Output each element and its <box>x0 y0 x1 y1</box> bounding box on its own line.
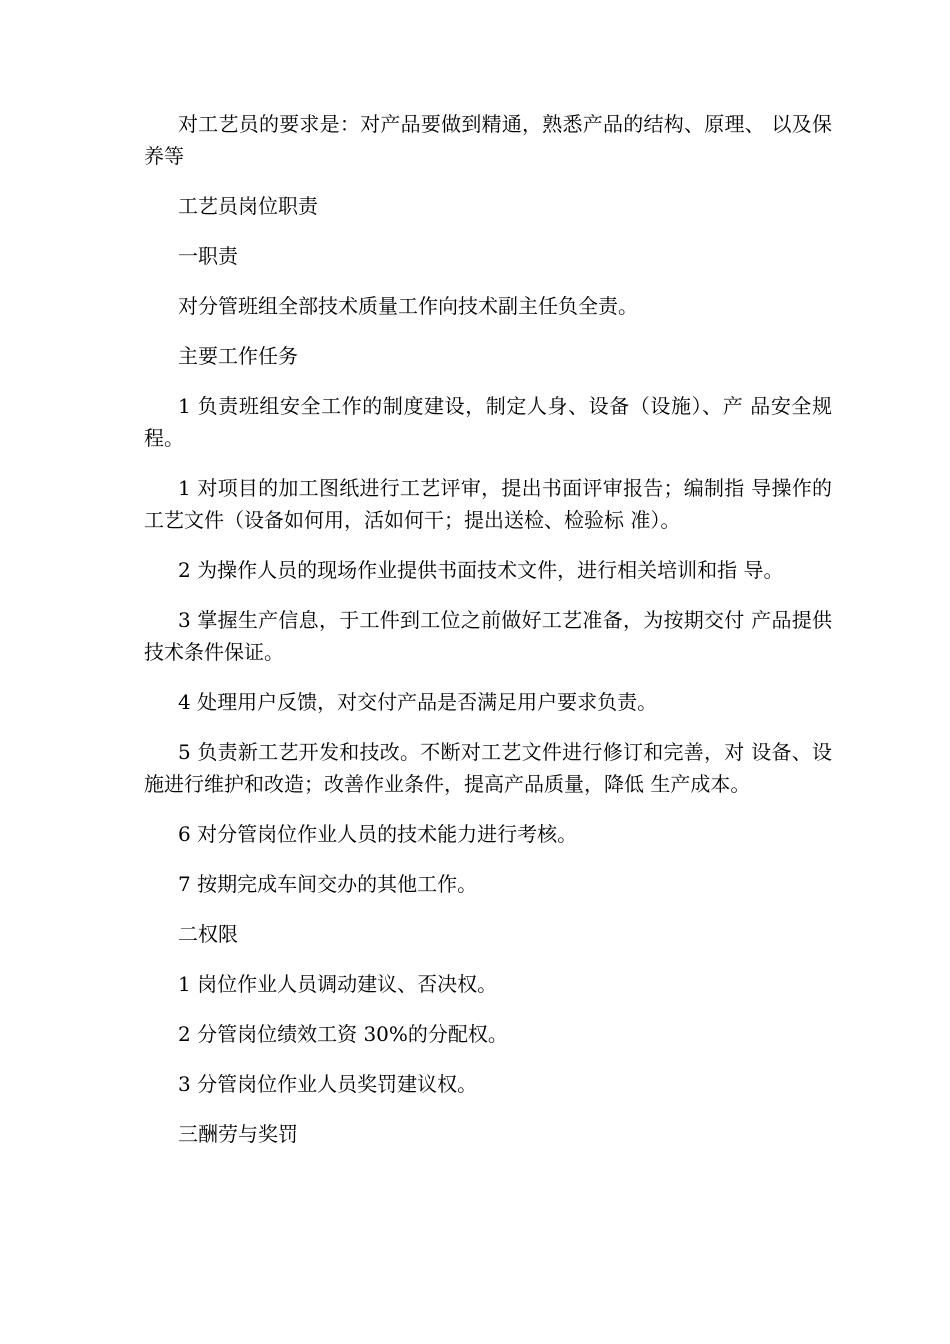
list-item: 1 对项目的加工图纸进行工艺评审，提出书面评审报告；编制指 导操作的工艺文件（设备如何用，活如何干；提出送检、检验标 准）。 <box>144 476 832 532</box>
list-item: 6 对分管岗位作业人员的技术能力进行考核。 <box>178 822 578 846</box>
heading-main-tasks: 主要工作任务 <box>178 344 298 368</box>
heading-job-duties: 工艺员岗位职责 <box>178 194 318 218</box>
list-item: 1 岗位作业人员调动建议、否决权。 <box>178 972 498 996</box>
document-body <box>144 108 832 1168</box>
heading-section-one: 一职责 <box>178 244 238 268</box>
list-item: 3 掌握生产信息，于工件到工位之前做好工艺准备，为按期交付 产品提供技术条件保证。 <box>144 608 832 664</box>
list-item: 4 处理用户反馈，对交付产品是否满足用户要求负责。 <box>178 690 658 714</box>
list-item: 5 负责新工艺开发和技改。不断对工艺文件进行修订和完善，对 设备、设施进行维护和改造；改善作业条件，提高产品质量，降低 生产成本。 <box>144 740 832 796</box>
paragraph-requirements: 对工艺员的要求是：对产品要做到精通，熟悉产品的结构、原理、 以及保养等 <box>144 112 832 168</box>
list-item: 2 为操作人员的现场作业提供书面技术文件，进行相关培训和指 导。 <box>178 558 784 582</box>
paragraph-responsibility: 对分管班组全部技术质量工作向技术副主任负全责。 <box>178 294 638 318</box>
heading-section-three: 三酬劳与奖罚 <box>178 1122 298 1146</box>
list-item: 1 负责班组安全工作的制度建设，制定人身、设备（设施）、产 品安全规程。 <box>144 394 832 450</box>
list-item: 3 分管岗位作业人员奖罚建议权。 <box>178 1072 478 1096</box>
heading-section-two: 二权限 <box>178 922 238 946</box>
list-item: 7 按期完成车间交办的其他工作。 <box>178 872 478 896</box>
list-item: 2 分管岗位绩效工资 30%的分配权。 <box>178 1022 508 1046</box>
